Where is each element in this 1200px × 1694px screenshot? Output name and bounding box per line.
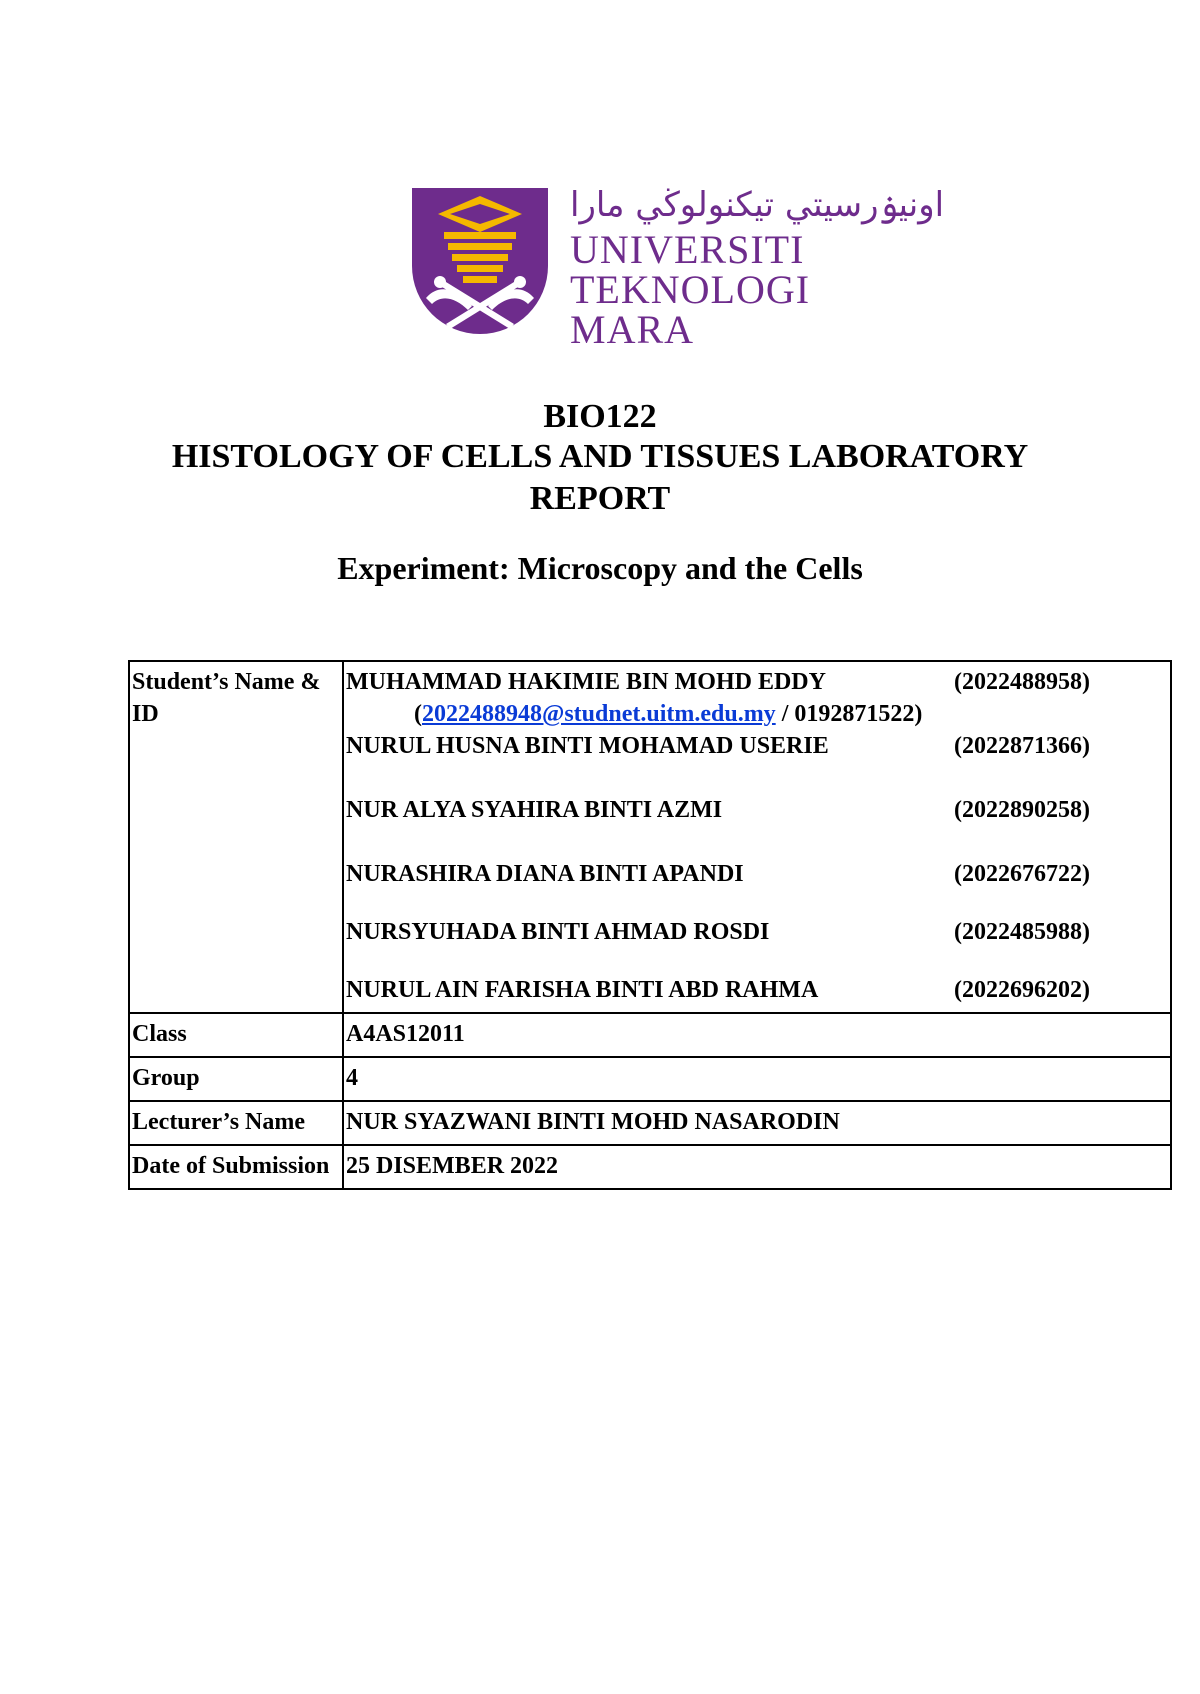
group-row (129, 1057, 1171, 1101)
logo-line-mara: MARA (570, 307, 695, 352)
date-label: Date of Submission (129, 1145, 343, 1189)
student-id: (2022488958) (954, 669, 1090, 695)
student-row (346, 974, 1168, 1006)
class-row (129, 1013, 1171, 1057)
student-row (346, 666, 1168, 698)
group-value: 4 (343, 1057, 1171, 1101)
student-row (346, 794, 1168, 826)
report-word: REPORT (529, 480, 671, 517)
logo-jawi-text: اونيۏرسيتي تيكنولوڬي مارا (570, 185, 945, 225)
course-code: BIO122 (543, 398, 657, 435)
class-label: Class (129, 1013, 343, 1057)
university-logo (410, 185, 945, 352)
student-row (346, 916, 1168, 948)
student-name: NURSYUHADA BINTI AHMAD ROSDI (346, 919, 770, 945)
class-value: A4AS12011 (343, 1013, 1171, 1057)
students-label: Student’s Name & ID (129, 661, 343, 1013)
date-row (129, 1145, 1171, 1189)
student-name: NURUL HUSNA BINTI MOHAMAD USERIE (346, 733, 829, 759)
report-info-table (128, 660, 1172, 1190)
group-label: Group (129, 1057, 343, 1101)
logo-line-teknologi: TEKNOLOGI (570, 267, 811, 312)
contact-open: ( (414, 701, 422, 727)
lecturer-row (129, 1101, 1171, 1145)
lecturer-value: NUR SYAZWANI BINTI MOHD NASARODIN (343, 1101, 1171, 1145)
student-id: (2022890258) (954, 797, 1090, 823)
student-row (346, 730, 1168, 762)
lecturer-label: Lecturer’s Name (129, 1101, 343, 1145)
student-id: (2022485988) (954, 919, 1090, 945)
contact-phone: / 0192871522) (775, 701, 923, 727)
student-id: (2022871366) (954, 733, 1090, 759)
student-name: MUHAMMAD HAKIMIE BIN MOHD EDDY (346, 669, 826, 695)
student-name: NURASHIRA DIANA BINTI APANDI (346, 861, 744, 887)
logo-line-universiti: UNIVERSITI (570, 227, 805, 272)
student-name: NURUL AIN FARISHA BINTI ABD RAHMA (346, 977, 819, 1003)
course-title: HISTOLOGY OF CELLS AND TISSUES LABORATORY (171, 438, 1029, 475)
student-contact (346, 698, 1168, 730)
contact-email-link[interactable]: 2022488948@studnet.uitm.edu.my (422, 701, 776, 727)
shield-emblem-icon (410, 186, 550, 346)
students-row (129, 661, 1171, 1013)
date-value: 25 DISEMBER 2022 (343, 1145, 1171, 1189)
students-cell (343, 661, 1171, 1013)
student-row (346, 858, 1168, 890)
experiment-title: Experiment: Microscopy and the Cells (337, 550, 863, 586)
student-id: (2022696202) (954, 977, 1090, 1003)
student-name: NUR ALYA SYAHIRA BINTI AZMI (346, 797, 723, 823)
student-id: (2022676722) (954, 861, 1090, 887)
